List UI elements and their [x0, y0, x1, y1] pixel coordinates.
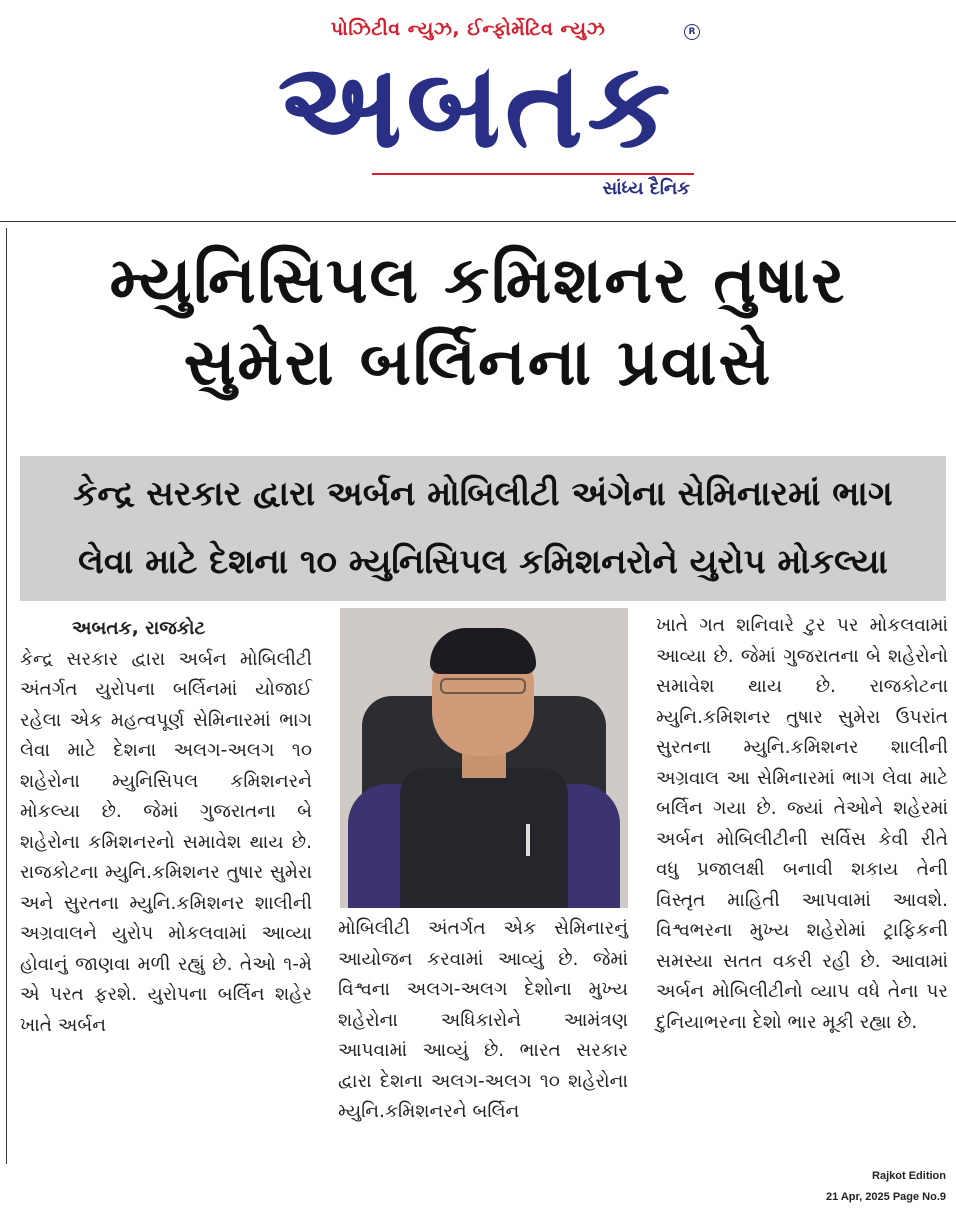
left-margin-rule	[6, 228, 7, 1164]
masthead-subtitle: સાંધ્ય દૈનિક	[602, 178, 690, 199]
masthead	[0, 0, 956, 222]
subhead-line-1: કેન્દ્ર સરકાર દ્વારા અર્બન મોબિલીટી અંગેના સેમિનારમાં ભાગ	[73, 474, 893, 514]
byline: અબતક, રાજકોટ	[72, 618, 206, 639]
masthead-divider	[0, 221, 956, 222]
column-left-text: કેન્દ્ર સરકાર દ્વારા અર્બન મોબિલીટી અંતર્ગત યુરોપના બર્લિનમાં યોજાઈ રહેલા એક મહત્વપૂર્ણ સેમિનારમાં ભાગ લેવા માટે દેશના અલગ-અલગ ૧૦ શહેરોના મ્યુનિસિપલ કમિશનરને મોકલ્યા છે. જેમાં ગુજરાતના બે શહેરોના કમિશનરનો સમાવેશ થાય છે. રાજકોટના મ્યુનિ.કમિશનર તુષાર સુમેરા અને સુરતના મ્યુનિ.કમિશનર શાલીની અગ્રવાલને યુરોપ મોકલવામાં આવ્યા હોવાનું જાણવા મળી રહ્યું છે. તેઓ ૧-મે એ પરત ફરશે. યુરોપના બર્લિન શહેર ખાતે અર્બન	[20, 648, 312, 1036]
edition-info	[780, 1166, 946, 1208]
article-headline	[20, 240, 936, 404]
article-column-right	[656, 611, 948, 1038]
masthead-tagline: પોઝિટીવ ન્યુઝ, ઈન્ફોર્મેટિવ ન્યુઝ	[330, 18, 606, 40]
headline-line-1: મ્યુનિસિપલ કમિશનર તુષાર	[109, 244, 847, 318]
newspaper-logo: અબતક	[277, 40, 675, 170]
edition-name: Rajkot Edition	[872, 1170, 946, 1182]
column-right-text: ખાતે ગત શનિવારે ટુર પર મોકલવામાં આવ્યા છે. જેમાં ગુજરાતના બે શહેરોનો સમાવેશ થાય છે. રાજકોટના મ્યુનિ.કમિશનર તુષાર સુમેરા ઉપરાંત સુરતના મ્યુનિ.કમિશનર શાલીની અગ્રવાલ આ સેમિનારમાં ભાગ લેવા માટે બર્લિન ગયા છે. જ્યાં તેઓને શહેરમાં અર્બન મોબિલીટીની સર્વિસ કેવી રીતે વધુ પ્રજાલક્ષી બનાવી શકાય તેની વિસ્તૃત માહિતી આપવામાં આવશે. વિશ્વભરના મુખ્ય શહેરોમાં ટ્રાફિકની સમસ્યા સતત વકરી રહી છે. આવામાં અર્બન મોબિલીટીનો વ્યાપ વધે તેના પર દુનિયાભરના દેશો ભાર મૂકી રહ્યા છે.	[656, 615, 948, 1033]
registered-mark-icon: R	[684, 24, 700, 40]
article-subheadline	[20, 456, 946, 601]
commissioner-photo	[340, 608, 628, 908]
column-middle-text: મોબિલીટી અંતર્ગત એક સેમિનારનું આયોજન કરવામાં આવ્યું છે. જેમાં વિશ્વના અલગ-અલગ દેશોના મુખ્ય શહેરોના અધિકારોને આમંત્રણ આપવામાં આવ્યું છે. ભારત સરકાર દ્વારા દેશના અલગ-અલગ ૧૦ શહેરોના મ્યુનિ.કમિશનરને બર્લિન	[338, 918, 628, 1122]
article-column-middle	[338, 914, 628, 1128]
logo-underline	[372, 173, 694, 175]
edition-date-page: 21 Apr, 2025 Page No.9	[825, 1191, 946, 1203]
subhead-line-2: લેવા માટે દેશના ૧૦ મ્યુનિસિપલ કમિશનરોને યુરોપ મોકલ્યા	[78, 542, 888, 582]
article-column-left	[20, 614, 312, 1041]
headline-line-2: સુમેરા બર્લિનના પ્રવાસે	[183, 326, 773, 400]
